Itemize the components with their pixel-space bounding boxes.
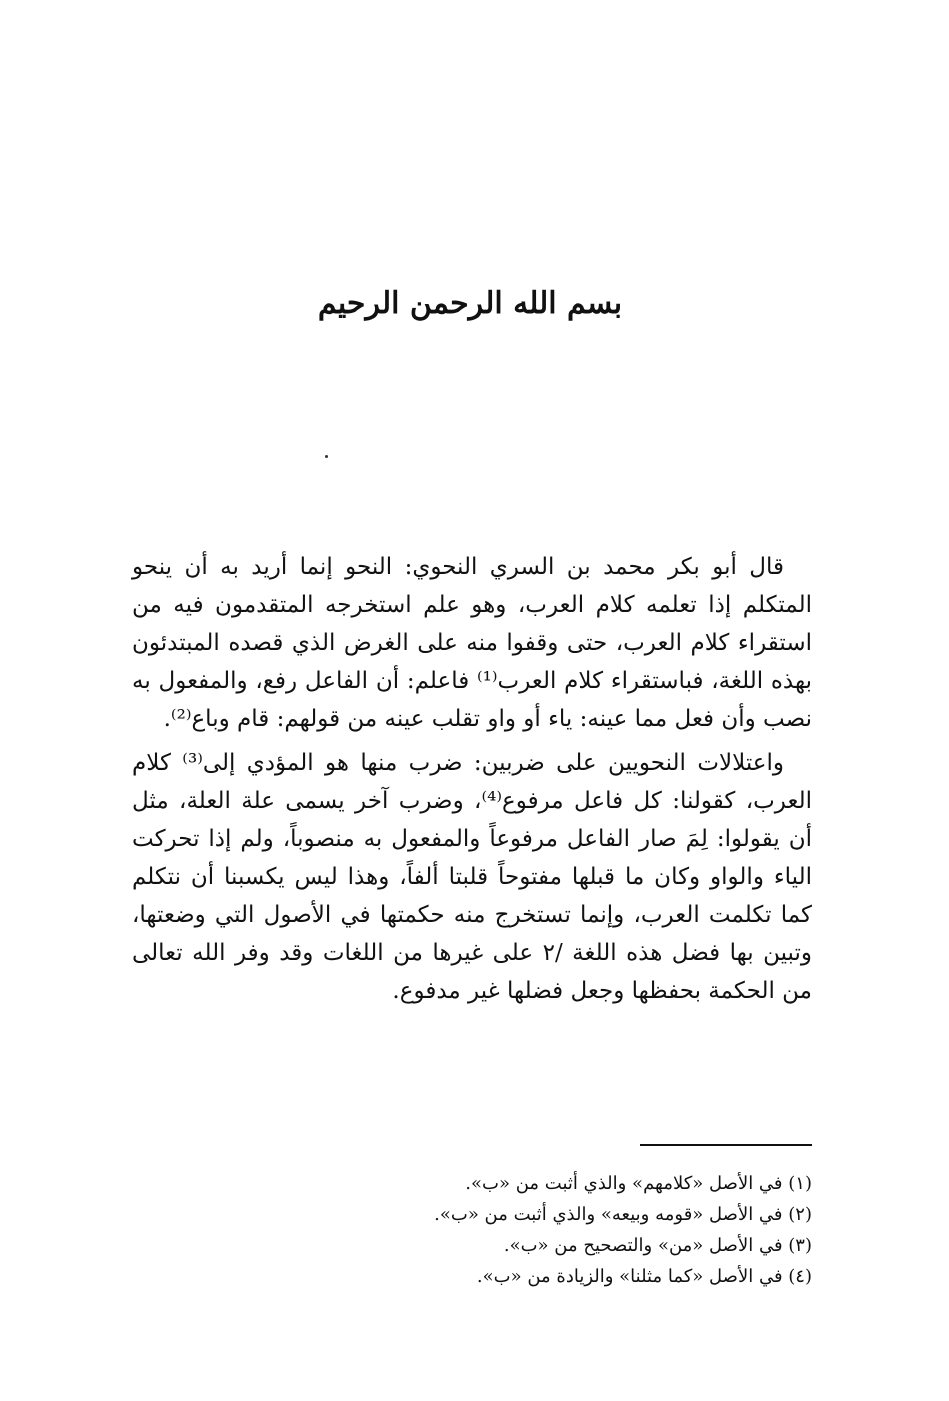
basmala-heading (270, 268, 670, 338)
basmala-text: بسم الله الرحمن الرحيم (317, 285, 623, 321)
footnote-3: (٣) في الأصل «من» والتصحيح من «ب». (503, 1235, 812, 1256)
footnote-2: (٢) في الأصل «قومه وبيعه» والذي أثبت من «ب». (434, 1204, 812, 1225)
page-speck (325, 455, 328, 458)
main-text (132, 548, 812, 1010)
footnote-1: (١) في الأصل «كلامهم» والذي أثبت من «ب». (465, 1173, 812, 1194)
paragraph-1: قال أبو بكر محمد بن السري النحوي: النحو إنما أريد به أن ينحو المتكلم إذا تعلمه كلام العرب، وهو علم استخرجه المتقدمون فيه من استقراء كلام العرب، حتى وقفوا منه على الغرض الذي قصده المبتدئون بهذه اللغة، فباستقراء كلام العرب⁽¹⁾ فاعلم: أن الفاعل رفع، والمفعول به نصب وأن فعل مما عينه: ياء أو واو تقلب عينه من قولهم: قام وباع⁽²⁾. (132, 554, 812, 732)
footnotes (300, 1168, 812, 1292)
paragraph-2: واعتلالات النحويين على ضربين: ضرب منها هو المؤدي إلى⁽³⁾ كلام العرب، كقولنا: كل فاعل مرفوع⁽⁴⁾، وضرب آخر يسمى علة العلة، مثل أن يقولوا: لِمَ صار الفاعل مرفوعاً والمفعول به منصوباً، ولم إذا تحركت الياء والواو وكان ما قبلها مفتوحاً قلبتا ألفاً، وهذا ليس يكسبنا أن نتكلم كما تكلمت العرب، وإنما تستخرج منه حكمتها في الأصول التي وضعتها، وتبين بها فضل هذه اللغة /٢ على غيرها من اللغات وقد وفر الله تعالى من الحكمة بحفظها وجعل فضلها غير مدفوع. (132, 750, 812, 1004)
footnote-divider (640, 1144, 812, 1146)
footnote-4: (٤) في الأصل «كما مثلنا» والزيادة من «ب». (476, 1266, 812, 1287)
